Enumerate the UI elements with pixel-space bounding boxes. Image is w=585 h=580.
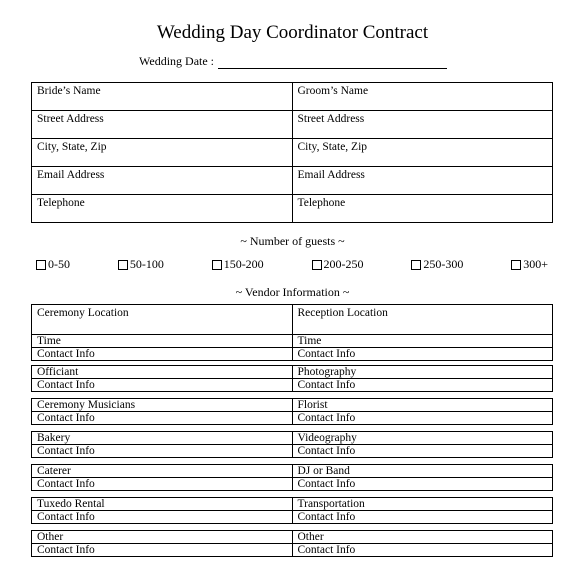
- page-title: Wedding Day Coordinator Contract: [156, 22, 429, 43]
- guest-option-label: 0-50: [48, 257, 70, 271]
- contact-field[interactable]: City, State, Zip: [292, 139, 553, 167]
- vendor-heading: ~ Vendor Information ~: [235, 285, 350, 299]
- vendor-table: [31, 497, 553, 524]
- vendor-contact-field[interactable]: Contact Info: [32, 412, 293, 425]
- contact-field[interactable]: City, State, Zip: [32, 139, 293, 167]
- contact-field[interactable]: Street Address: [32, 111, 293, 139]
- vendor-contact-field[interactable]: Contact Info: [292, 478, 553, 491]
- guest-option[interactable]: [511, 257, 548, 272]
- contact-field[interactable]: Groom’s Name: [292, 83, 553, 111]
- vendor-field[interactable]: Reception Location: [292, 305, 553, 335]
- guest-option-label: 150-200: [223, 257, 264, 271]
- vendor-contact-field[interactable]: Contact Info: [32, 544, 293, 557]
- vendor-contact-field[interactable]: Contact Info: [292, 348, 553, 361]
- vendor-field[interactable]: Officiant: [32, 366, 293, 379]
- contact-row: [32, 167, 553, 195]
- guest-option-label: 50-100: [129, 257, 164, 271]
- contact-row: [32, 139, 553, 167]
- contact-row: [32, 111, 553, 139]
- vendor-table: [31, 431, 553, 458]
- guest-option-label: 300+: [523, 257, 548, 271]
- vendor-contact-field[interactable]: Contact Info: [292, 544, 553, 557]
- vendor-time-field[interactable]: Time: [292, 335, 553, 348]
- vendor-contact-field[interactable]: Contact Info: [292, 445, 553, 458]
- vendor-table-primary: [31, 304, 553, 361]
- guest-option[interactable]: [411, 257, 463, 272]
- contact-row: [32, 195, 553, 223]
- vendor-field[interactable]: Tuxedo Rental: [32, 498, 293, 511]
- guest-option[interactable]: [212, 257, 264, 272]
- checkbox-icon[interactable]: [36, 260, 46, 270]
- guests-heading: ~ Number of guests ~: [240, 234, 345, 248]
- wedding-date-label: Wedding Date :: [139, 54, 215, 68]
- vendor-contact-field[interactable]: Contact Info: [32, 379, 293, 392]
- vendor-contact-field[interactable]: Contact Info: [292, 511, 553, 524]
- vendor-field[interactable]: Ceremony Location: [32, 305, 293, 335]
- contact-field[interactable]: Bride’s Name: [32, 83, 293, 111]
- contact-field[interactable]: Street Address: [292, 111, 553, 139]
- vendor-field[interactable]: Other: [32, 531, 293, 544]
- contact-field[interactable]: Telephone: [292, 195, 553, 223]
- vendor-field[interactable]: DJ or Band: [292, 465, 553, 478]
- guest-option[interactable]: [312, 257, 364, 272]
- checkbox-icon[interactable]: [118, 260, 128, 270]
- guest-option[interactable]: [36, 257, 70, 272]
- guest-option[interactable]: [118, 257, 164, 272]
- wedding-date-field[interactable]: [218, 56, 447, 69]
- contact-field[interactable]: Telephone: [32, 195, 293, 223]
- checkbox-icon[interactable]: [212, 260, 222, 270]
- contact-row: [32, 83, 553, 111]
- vendor-field[interactable]: Photography: [292, 366, 553, 379]
- contact-table: [31, 82, 553, 223]
- vendor-contact-field[interactable]: Contact Info: [32, 348, 293, 361]
- vendor-contact-field[interactable]: Contact Info: [32, 511, 293, 524]
- vendor-table: [31, 530, 553, 557]
- vendor-table: [31, 464, 553, 491]
- guest-options: [36, 257, 548, 272]
- wedding-date-row: [139, 54, 447, 69]
- vendor-table: [31, 365, 553, 392]
- checkbox-icon[interactable]: [511, 260, 521, 270]
- vendor-field[interactable]: Caterer: [32, 465, 293, 478]
- vendor-field[interactable]: Ceremony Musicians: [32, 399, 293, 412]
- guest-option-label: 250-300: [423, 257, 464, 271]
- vendor-table: [31, 398, 553, 425]
- vendor-time-field[interactable]: Time: [32, 335, 293, 348]
- vendor-field[interactable]: Florist: [292, 399, 553, 412]
- checkbox-icon[interactable]: [312, 260, 322, 270]
- vendor-contact-field[interactable]: Contact Info: [292, 412, 553, 425]
- vendor-field[interactable]: Transportation: [292, 498, 553, 511]
- vendor-field[interactable]: Other: [292, 531, 553, 544]
- guest-option-label: 200-250: [323, 257, 364, 271]
- contact-field[interactable]: Email Address: [32, 167, 293, 195]
- vendor-contact-field[interactable]: Contact Info: [32, 445, 293, 458]
- checkbox-icon[interactable]: [411, 260, 421, 270]
- vendor-field[interactable]: Videography: [292, 432, 553, 445]
- contact-field[interactable]: Email Address: [292, 167, 553, 195]
- vendor-field[interactable]: Bakery: [32, 432, 293, 445]
- vendor-contact-field[interactable]: Contact Info: [292, 379, 553, 392]
- vendor-contact-field[interactable]: Contact Info: [32, 478, 293, 491]
